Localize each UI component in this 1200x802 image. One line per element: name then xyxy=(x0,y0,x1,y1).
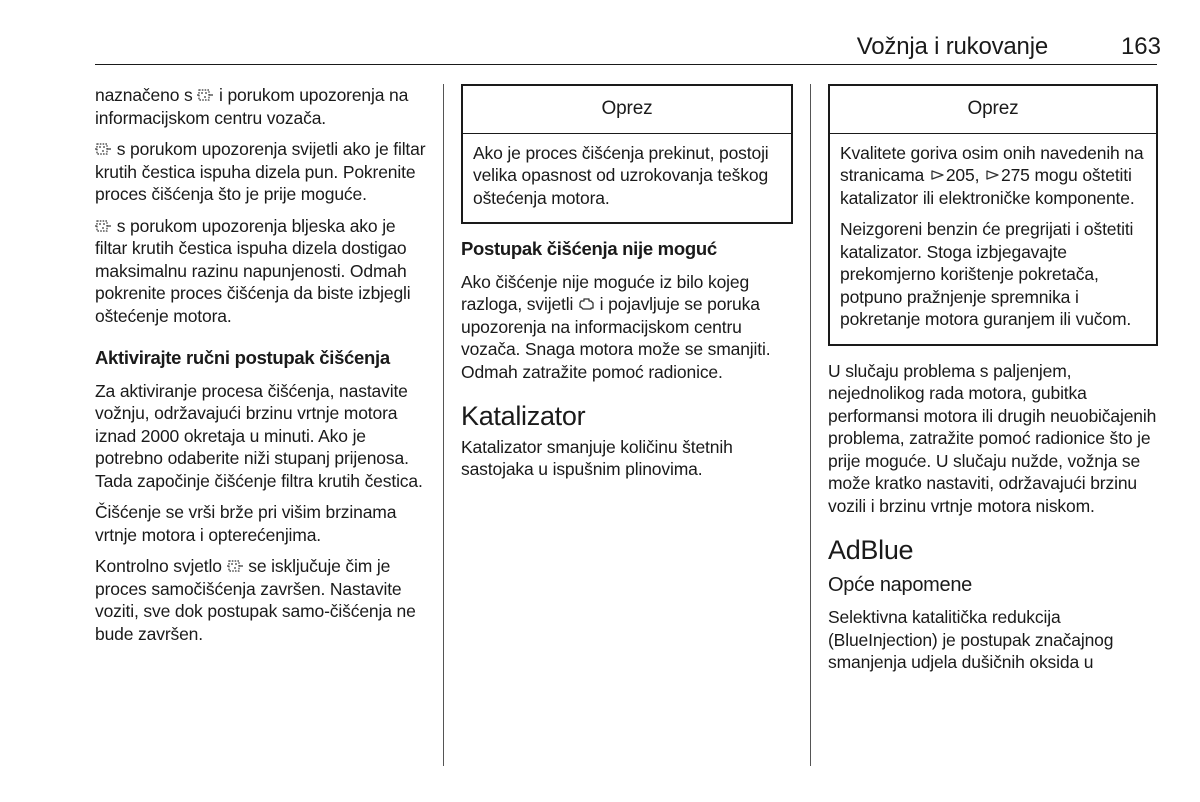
text: Kontrolno svjetlo xyxy=(95,556,227,576)
column-1 xyxy=(95,84,427,654)
caution-body xyxy=(830,134,1156,344)
diesel-particulate-filter-icon xyxy=(227,558,244,574)
caution-box xyxy=(828,84,1158,346)
text: naznačeno s xyxy=(95,85,198,105)
diesel-particulate-filter-icon xyxy=(95,141,112,157)
section-heading: AdBlue xyxy=(828,535,914,565)
text: se isključuje čim je proces samočišćenja završen. Nastavite voziti, sve dok postupak samo-čišćenja ne bude završen. xyxy=(95,556,416,644)
subsection-heading: Aktivirajte ručni postupak čišćenja xyxy=(95,347,390,368)
text: mogu oštetiti katalizator ili elektroničke komponente. xyxy=(840,165,1135,208)
paragraph: Katalizator smanjuje količinu štetnih sastojaka u ispušnim plinovima. xyxy=(461,436,733,479)
text: , xyxy=(974,165,984,185)
column-3 xyxy=(828,84,1158,683)
page-reference-link[interactable]: 275 xyxy=(1001,165,1030,185)
page-reference-arrow-icon xyxy=(929,167,946,183)
caution-body xyxy=(463,134,791,223)
column-divider xyxy=(443,84,444,766)
paragraph xyxy=(95,555,427,645)
paragraph: Selektivna katalitička redukcija (BlueInjection) je postupak značajnog smanjenja udjela dušičnih oksida u xyxy=(828,607,1114,672)
text: s porukom upozorenja bljeska ako je filtar krutih čestica ispuha dizela dostigao maksimalnu razinu napunjenosti. Odmah pokrenite proces čišćenja da biste izbjegli oštećenje motora. xyxy=(95,215,411,326)
page-reference-arrow-icon xyxy=(984,167,1001,183)
column-divider xyxy=(810,84,811,766)
paragraph: Za aktiviranje procesa čišćenja, nastavite vožnju, održavajući brzinu vrtnje motora iznad 2000 okretaja u minuti. Ako je potrebno odaberite niži stupanj prijenosa. Tada započinje čišćenje filtra krutih čestica. xyxy=(95,380,423,491)
paragraph xyxy=(95,84,427,129)
paragraph xyxy=(461,271,793,384)
caution-title: Oprez xyxy=(463,86,791,134)
caution-text xyxy=(840,142,1146,210)
subsection-heading: Opće napomene xyxy=(828,573,972,596)
caution-box xyxy=(461,84,793,224)
page-number: 163 xyxy=(1120,33,1161,60)
section-heading: Katalizator xyxy=(461,401,586,431)
subsection-heading: Postupak čišćenja nije moguć xyxy=(461,238,717,259)
section-title: Vožnja i rukovanje xyxy=(856,33,1048,60)
caution-text: Neizgoreni benzin će pregrijati i oštetiti katalizator. Stoga izbjegavajte prekomjerno korištenje pokretača, potpuno pražnjenje spremnika i pokretanje motora guranjem ili vučom. xyxy=(840,219,1134,329)
paragraph xyxy=(95,138,427,206)
text: s porukom upozorenja svijetli ako je filtar krutih čestica ispuha dizela pun. Pokrenite proces čišćenja što je prije moguće. xyxy=(95,139,426,204)
text: Kvalitete goriva osim onih navedenih na stranicama xyxy=(840,142,1144,185)
page-reference-link[interactable]: 205 xyxy=(945,165,975,185)
header-divider xyxy=(95,64,1157,65)
column-2 xyxy=(461,84,793,490)
engine-check-icon xyxy=(578,296,595,312)
caution-title: Oprez xyxy=(830,86,1156,134)
paragraph: U slučaju problema s paljenjem, nejednolikog rada motora, gubitka performansi motora ili drugih neuobičajenih problema, zatražite pomoć radionice što je prije moguće. U slučaju nužde, vožnja se može kratko nastaviti, održavajući brzinu vozili i brzinu vrtnje motora niskom. xyxy=(828,360,1157,516)
text: i pojavljuje se poruka upozorenja na informacijskom centru vozača. Snaga motora može se smanjiti. Odmah zatražite pomoć radionice. xyxy=(461,294,771,382)
text: i porukom upozorenja na informacijskom centru vozača. xyxy=(95,85,409,128)
paragraph: Čišćenje se vrši brže pri višim brzinama vrtnje motora i opterećenjima. xyxy=(95,502,397,545)
paragraph xyxy=(95,215,427,328)
diesel-particulate-filter-icon xyxy=(197,87,214,103)
caution-text: Ako je proces čišćenja prekinut, postoji velika opasnost od uzrokovanja teškog oštećenja motora. xyxy=(473,142,769,208)
diesel-particulate-filter-icon xyxy=(95,218,112,234)
text: Ako čišćenje nije moguće iz bilo kojeg razloga, svijetli xyxy=(461,271,750,314)
